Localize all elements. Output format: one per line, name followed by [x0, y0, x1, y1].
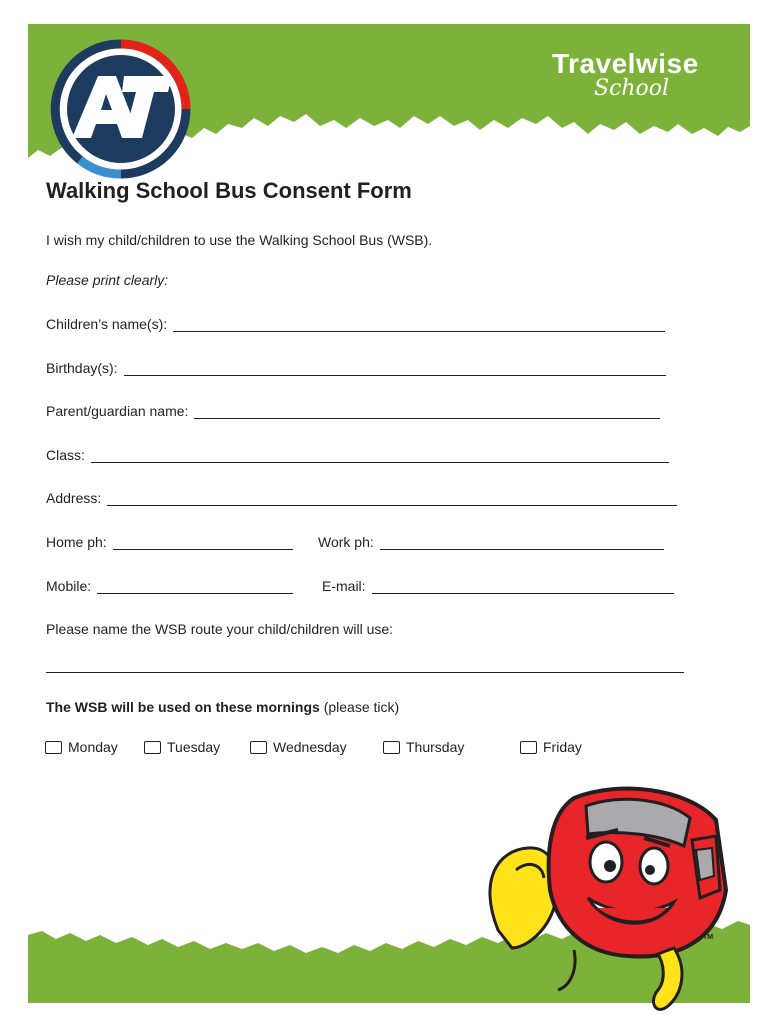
day-label: Friday: [543, 739, 582, 755]
day-label: Wednesday: [273, 739, 347, 755]
children-names-line[interactable]: [173, 318, 665, 332]
home-ph-field[interactable]: [46, 534, 293, 550]
checkbox[interactable]: [144, 741, 161, 754]
page-title: Walking School Bus Consent Form: [46, 178, 412, 203]
day-thursday[interactable]: [383, 739, 464, 755]
home-ph-label: Home ph:: [46, 534, 107, 550]
work-ph-line[interactable]: [380, 536, 664, 550]
trademark-mark: TM: [703, 934, 714, 941]
day-label: Tuesday: [167, 739, 221, 755]
parent-name-label: Parent/guardian name:: [46, 403, 189, 419]
mobile-label: Mobile:: [46, 578, 92, 594]
mornings-heading: [46, 699, 399, 715]
email-label: E-mail:: [322, 578, 366, 594]
day-label: Monday: [68, 739, 118, 755]
checkbox[interactable]: [45, 741, 62, 754]
class-field[interactable]: [46, 447, 669, 463]
brand-main: Travelwise: [552, 48, 699, 79]
birthdays-label: Birthday(s):: [46, 360, 118, 376]
route-line[interactable]: [46, 672, 684, 673]
day-tuesday[interactable]: [144, 739, 220, 755]
mobile-field[interactable]: [46, 578, 293, 594]
home-ph-line[interactable]: [113, 536, 293, 550]
intro-text: I wish my child/children to use the Walking School Bus (WSB).: [46, 232, 433, 248]
address-field[interactable]: [46, 490, 677, 506]
route-label: Please name the WSB route your child/children will use:: [46, 621, 394, 637]
address-label: Address:: [46, 490, 102, 506]
parent-name-line[interactable]: [194, 405, 660, 419]
mornings-bold: The WSB will be used on these mornings: [46, 699, 320, 715]
bus-mascot-icon: [478, 780, 728, 1030]
checkbox[interactable]: [520, 741, 537, 754]
mobile-line[interactable]: [97, 580, 293, 594]
day-monday[interactable]: [45, 739, 118, 755]
day-friday[interactable]: [520, 739, 582, 755]
email-field[interactable]: [322, 578, 674, 594]
children-names-label: Children’s name(s):: [46, 316, 168, 332]
parent-name-field[interactable]: [46, 403, 660, 419]
travelwise-logo: [552, 48, 737, 108]
day-label: Thursday: [406, 739, 465, 755]
address-line[interactable]: [107, 492, 677, 506]
brand-sub: School: [594, 76, 670, 101]
at-logo-icon: [50, 38, 192, 180]
print-note: Please print clearly:: [46, 272, 169, 288]
work-ph-field[interactable]: [318, 534, 664, 550]
class-label: Class:: [46, 447, 85, 463]
class-line[interactable]: [91, 449, 669, 463]
work-ph-label: Work ph:: [318, 534, 374, 550]
checkbox[interactable]: [383, 741, 400, 754]
email-line[interactable]: [372, 580, 674, 594]
day-wednesday[interactable]: [250, 739, 347, 755]
children-names-field[interactable]: [46, 316, 665, 332]
birthdays-field[interactable]: [46, 360, 666, 376]
birthdays-line[interactable]: [124, 362, 666, 376]
checkbox[interactable]: [250, 741, 267, 754]
mornings-note: (please tick): [319, 699, 400, 715]
